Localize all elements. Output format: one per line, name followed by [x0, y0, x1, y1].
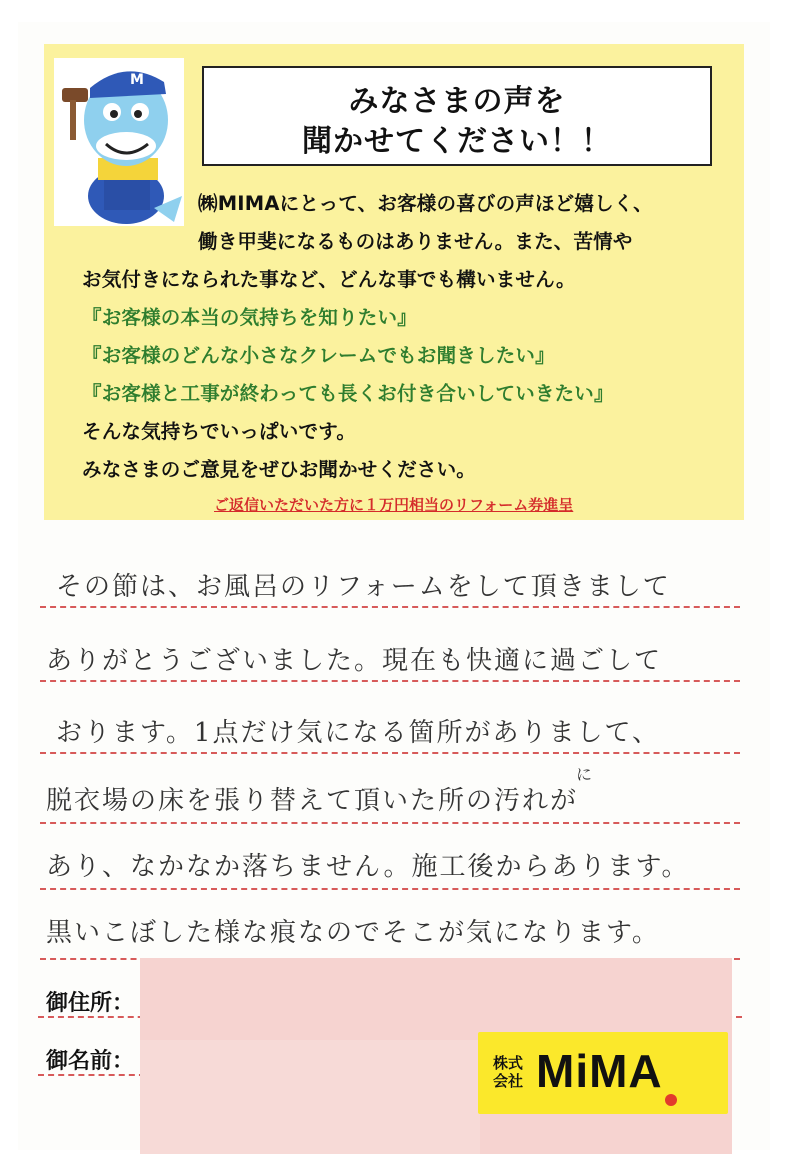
handwritten-line-6: 黒いこぼした様な痕なのでそこが気になります。 — [46, 918, 660, 948]
handwritten-line-3: おります。1点だけ気になる箇所がありまして、 — [56, 718, 660, 748]
ruled-line — [40, 888, 740, 890]
page-title-line2: 聞かせてください！！ — [302, 124, 612, 159]
handwritten-line-5: あり、なかなか落ちません。施工後からあります。 — [46, 852, 690, 882]
ruled-line — [40, 606, 740, 608]
page-title-line1: みなさまの声を — [348, 84, 566, 119]
company-logo — [478, 1032, 728, 1114]
hammer-icon — [62, 88, 88, 102]
title-box — [202, 66, 712, 166]
ruled-line — [40, 680, 740, 682]
svg-text:M: M — [130, 72, 144, 88]
logo-dot-icon — [663, 1092, 679, 1108]
intro-line-1: ㈱MIMAにとって、お客様の喜びの声ほど嬉しく、 — [198, 192, 653, 215]
closing-line-1: そんな気持ちでいっぱいです。 — [82, 420, 357, 443]
handwritten-line-4: 脱衣場の床を張り替えて頂いた所の汚れが — [46, 786, 579, 816]
wish-line-1: 『お客様の本当の気持ちを知りたい』 — [82, 306, 417, 329]
handwritten-line-1: その節は、お風呂のリフォームをして頂きまして — [56, 572, 671, 602]
intro-line-2: 働き甲斐になるものはありません。また、苦情や — [198, 230, 633, 253]
logo-kaisha: 会社 — [492, 1072, 523, 1090]
wish-line-3: 『お客様と工事が終わっても長くお付き合いしていきたい』 — [82, 382, 614, 405]
address-label: 御住所： — [46, 991, 135, 1016]
name-label: 御名前： — [46, 1049, 135, 1074]
ruled-line — [40, 752, 740, 754]
intro-line-3: お気付きになられた事など、どんな事でも構いません。 — [82, 268, 576, 291]
ruled-line — [40, 822, 740, 824]
gift-note: ご返信いただいた方に１万円相当のリフォーム券進呈 — [214, 496, 574, 514]
handwritten-line-2: ありがとうございました。現在も快適に過ごして — [46, 646, 663, 676]
handwritten-insert: に — [576, 765, 593, 784]
redacted-personal-info — [140, 1040, 480, 1154]
closing-line-2: みなさまのご意見をぜひお聞かせください。 — [82, 458, 477, 481]
logo-name: MiMA — [536, 1045, 663, 1097]
wish-line-2: 『お客様のどんな小さなクレームでもお聞きしたい』 — [82, 344, 555, 367]
logo-kabushiki: 株式 — [492, 1054, 523, 1072]
logo-company-type — [492, 1054, 524, 1090]
mascot-image — [54, 58, 184, 226]
